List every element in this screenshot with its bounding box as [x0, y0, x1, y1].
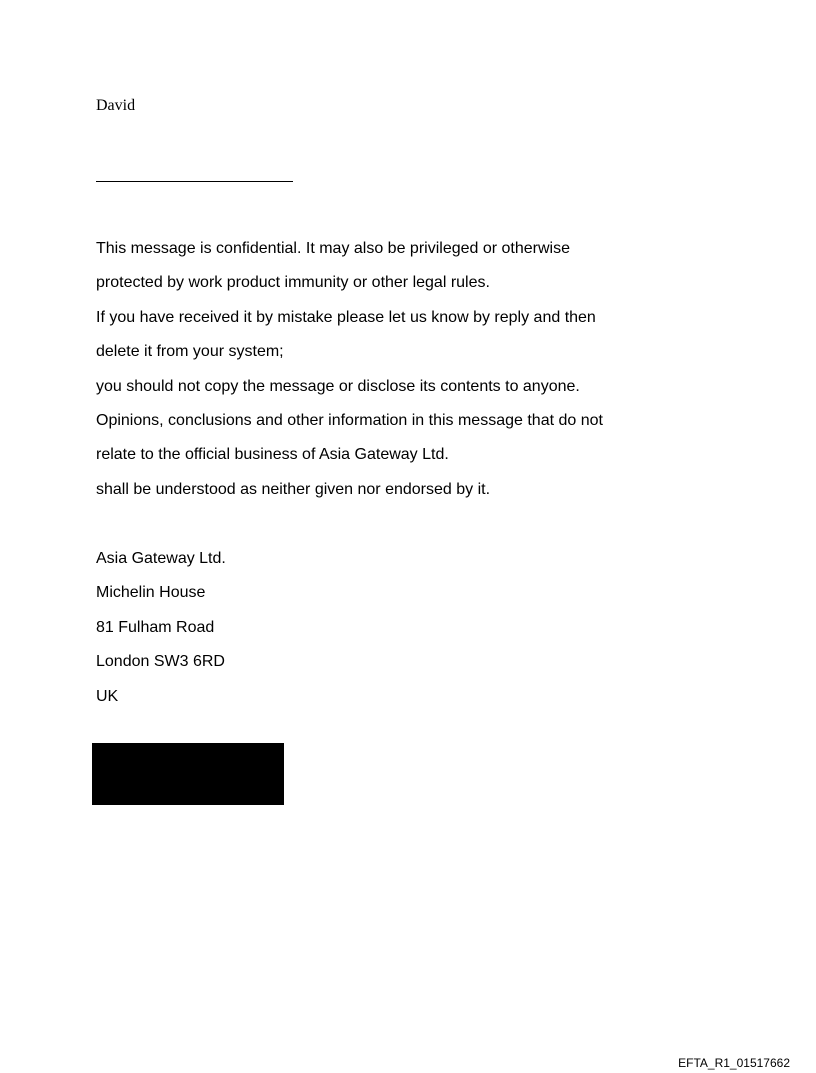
- disclaimer-line: delete it from your system;: [96, 343, 284, 361]
- signature-divider: [96, 181, 293, 182]
- signoff-name: David: [96, 97, 136, 114]
- address-city-postcode: London SW3 6RD: [96, 653, 225, 671]
- confidentiality-disclaimer: [96, 232, 603, 507]
- company-address: [96, 542, 226, 714]
- disclaimer-line: shall be understood as neither given nor endorsed by it.: [96, 480, 491, 498]
- disclaimer-line: This message is confidential. It may also be privileged or otherwise: [96, 240, 570, 257]
- disclaimer-line: you should not copy the message or disclose its contents to anyone.: [96, 377, 580, 395]
- address-company-name: Asia Gateway Ltd.: [96, 550, 226, 567]
- bates-number: EFTA_R1_01517662: [678, 1056, 790, 1070]
- address-country: UK: [96, 687, 119, 705]
- address-street: 81 Fulham Road: [96, 618, 215, 636]
- disclaimer-line: If you have received it by mistake please let us know by reply and then: [96, 308, 596, 326]
- disclaimer-line: relate to the official business of Asia Gateway Ltd.: [96, 446, 449, 464]
- redaction-block: [92, 743, 284, 805]
- address-building: Michelin House: [96, 584, 206, 602]
- disclaimer-line: protected by work product immunity or other legal rules.: [96, 274, 490, 292]
- disclaimer-line: Opinions, conclusions and other information in this message that do not: [96, 412, 603, 430]
